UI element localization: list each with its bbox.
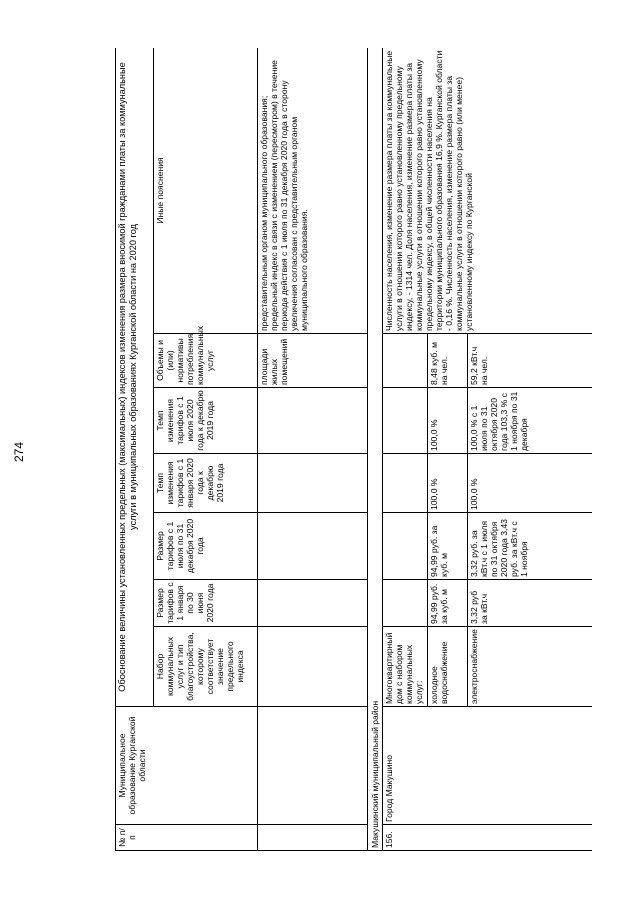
header-rate-jan: Темп изменения тарифов с 1 января 2020 года к декабрю 2019 года xyxy=(154,454,258,513)
header-num: № п/п xyxy=(116,825,258,851)
service-rate-jan: 100,0 % xyxy=(468,454,593,513)
district-name: Макушинский муниципальный район xyxy=(368,48,383,851)
set-label: Многоквартирный дом с набором коммунальных услуг: xyxy=(383,627,428,707)
service-tariff1: 94,99 руб. за куб. м xyxy=(428,580,468,627)
header-tariff-h2: Размер тарифов с 1 июля по 31 декабря 2020 года xyxy=(154,513,258,580)
service-rate-jul: 100,0 % с 1 июля по 31 октября 2020 года 103,3 % с 1 ноября по 31 декабря xyxy=(468,388,593,454)
service-volume: 59,2 кВт.ч на чел. xyxy=(468,334,593,388)
service-tariff2: 3,32 руб. за кВт.ч с 1 июля по 31 октября 2020 года 3,43 руб. за кВт.ч с 1 ноября xyxy=(468,513,593,580)
header-notes: Иные пояснения xyxy=(154,48,258,334)
table-row xyxy=(368,48,383,851)
rotated-table-area xyxy=(115,48,592,851)
page-number: 274 xyxy=(12,441,26,462)
table-row xyxy=(258,48,368,851)
prev-notes: представительным органом муниципального образования; предельный индекс в связи с изменением (пересмотром) в течение периода действия с 1 июля по 31 декабря 2020 года в сторону увеличения согласован с представительным органом муниципального образования. xyxy=(258,48,368,334)
tariff-table xyxy=(115,48,592,851)
service-rate-jan: 100,0 % xyxy=(428,454,468,513)
header-set: Набор коммунальных услуг и тип благоустройства, которому соответствует значение предельного индекса xyxy=(154,627,258,707)
prev-volumes: площади жилых помещений xyxy=(258,334,368,388)
header-rate-jul: Темп изменения тарифов с 1 июля 2020 года к декабрю 2019 года xyxy=(154,388,258,454)
service-tariff2: 94,99 руб. за куб. м xyxy=(428,513,468,580)
entry-num: 156. xyxy=(383,825,593,851)
header-municipality: Муниципальное образование Курганской области xyxy=(116,707,258,825)
service-tariff1: 3,32 руб за кВт.ч xyxy=(468,580,593,627)
table-row xyxy=(383,48,428,851)
table-title: Обоснование величины установленных предельных (максимальных) индексов изменения размера вносимой гражданами платы за коммунальные услуги в муниципальных образованиях Курганской области на 2020 год xyxy=(116,48,154,707)
header-tariff-h1: Размер тарифов с 1 января по 30 июня 2020 года xyxy=(154,580,258,627)
entry-notes: Численность населения, изменение размера платы за коммунальные услуги в отношении которого равно установленному предельному индексу, - 1314 чел. Доля населения, изменение размера платы за коммунальные услуги в отношении которого равно установленному предельному индексу, в общей численности населения на территории муниципального образования 16,9 %. Курганской области - 0,16 %. Численность населения, изменение размера платы за коммунальные услуги в отношении которого равно (или менее) установленному индексу по Курганской xyxy=(383,48,593,334)
service-name: холодное водоснабжение xyxy=(428,627,468,707)
service-name: электроснабжение xyxy=(468,627,593,707)
entry-municipality: Город Макушино xyxy=(383,707,593,825)
service-volume: 8,48 куб. м на чел. xyxy=(428,334,468,388)
service-rate-jul: 100,0 % xyxy=(428,388,468,454)
header-volumes: Объемы и (или) нормативы потребления коммунальных услуг xyxy=(154,334,258,388)
